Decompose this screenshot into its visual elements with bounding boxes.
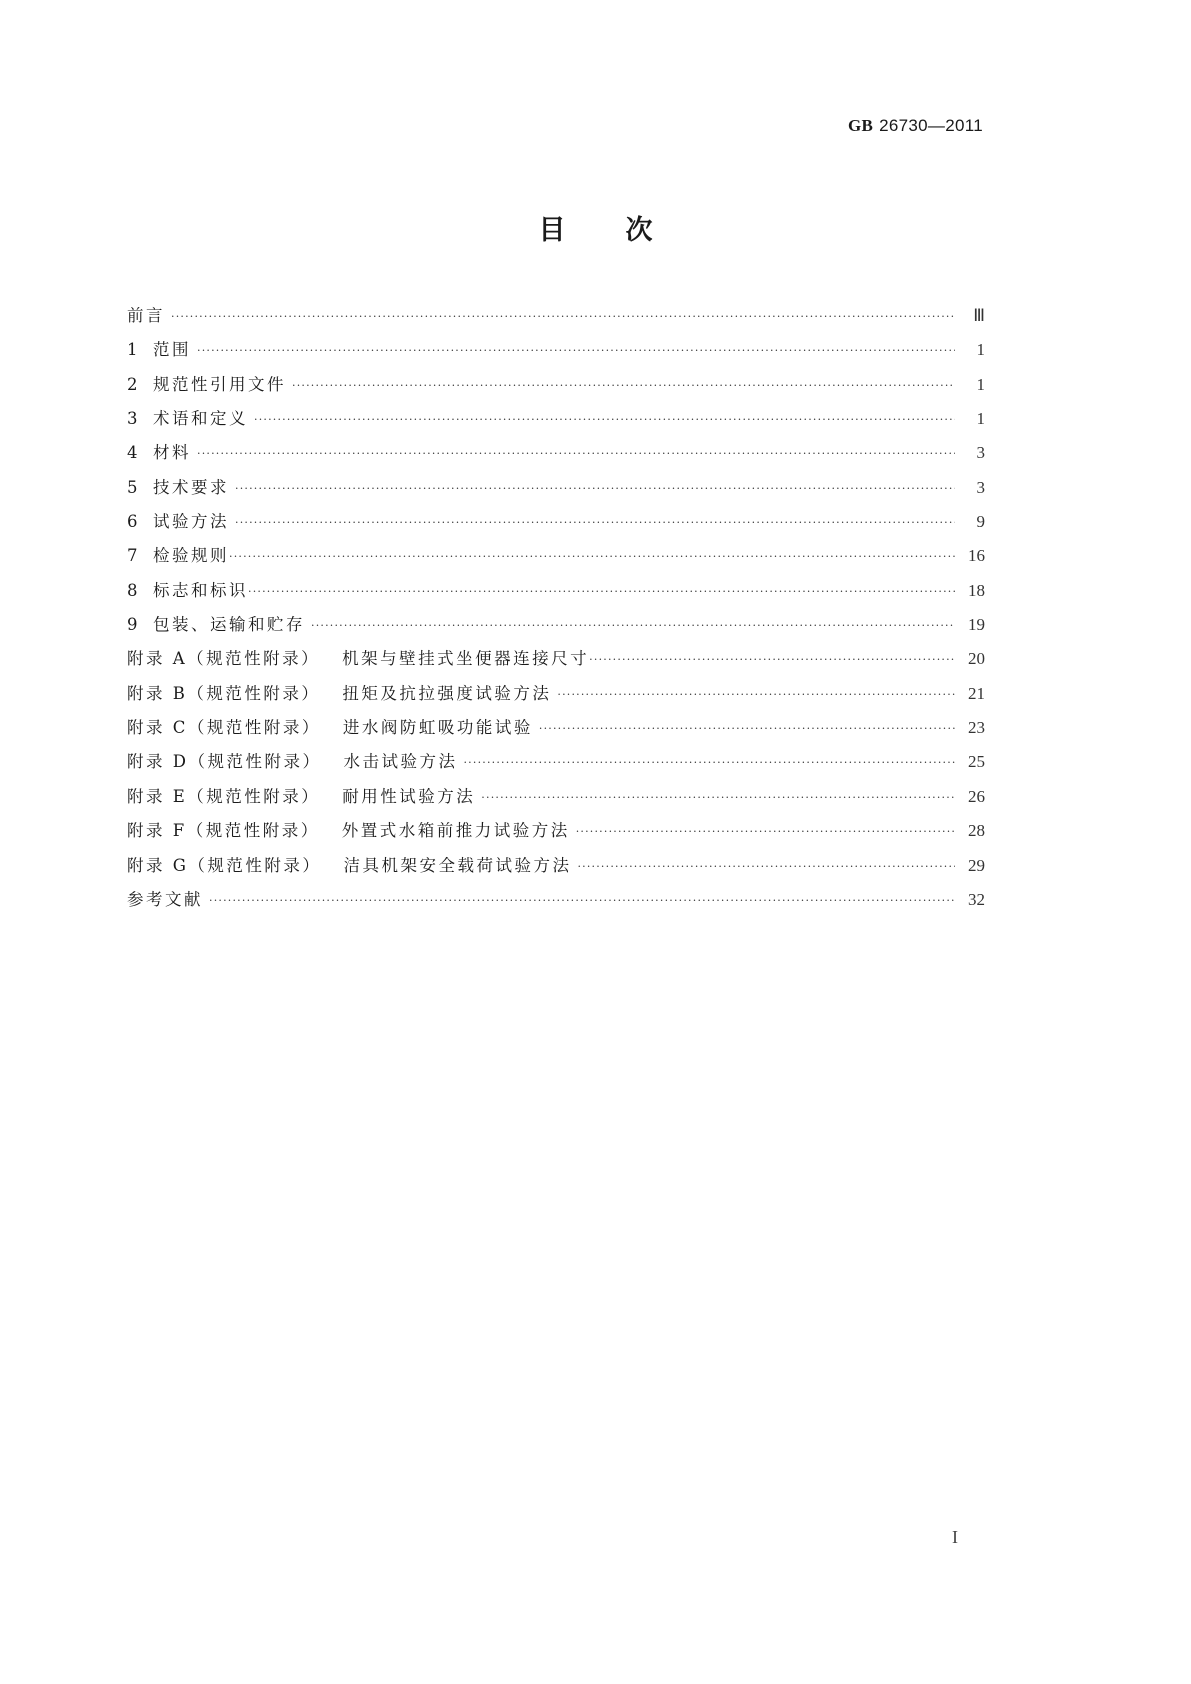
appendix-label: 扭矩及抗拉强度试验方法: [342, 683, 552, 703]
toc-entry-page: 1: [976, 374, 985, 394]
toc-entry-page: 20: [968, 649, 985, 669]
appendix-prefix: 附录 D（规范性附录）: [127, 752, 322, 772]
toc-appendix-c[interactable]: [127, 716, 985, 750]
title-char-1: 目: [538, 215, 566, 246]
toc-entry-label: 前言: [127, 306, 165, 325]
toc-entry-page: 25: [968, 752, 985, 772]
toc-entry-page: 28: [968, 821, 985, 841]
toc-entry-page: 3: [976, 443, 985, 463]
dot-leader: [539, 717, 955, 741]
title-char-2: 次: [625, 215, 653, 246]
toc-appendix-b[interactable]: [127, 682, 985, 716]
toc-entry-label: 技术要求: [153, 477, 229, 497]
dot-leader: [254, 408, 955, 432]
toc-entry-2[interactable]: [127, 373, 985, 407]
page-title: [0, 208, 1191, 247]
dot-leader: [235, 477, 955, 501]
appendix-prefix: 附录 G（规范性附录）: [127, 855, 322, 875]
toc-entry-label: 参考文献: [127, 889, 203, 909]
dot-leader: [197, 339, 955, 363]
toc-entry-number: 8: [127, 580, 138, 600]
dot-leader: [229, 545, 955, 569]
toc-entry-8[interactable]: [127, 579, 985, 613]
dot-leader: [589, 648, 955, 672]
toc-appendix-f[interactable]: [127, 819, 985, 853]
appendix-prefix: 附录 C（规范性附录）: [127, 718, 321, 738]
appendix-label: 机架与壁挂式坐便器连接尺寸: [342, 649, 590, 669]
toc-entry-page: 26: [968, 786, 985, 806]
toc-entry-9[interactable]: [127, 613, 985, 647]
toc-entry-1[interactable]: [127, 338, 985, 372]
dot-leader: [576, 820, 955, 844]
toc-entry-label: 试验方法: [153, 512, 229, 532]
toc-entry-number: 2: [127, 374, 138, 394]
dot-leader: [248, 580, 955, 604]
toc-entry-number: 9: [127, 615, 138, 635]
dot-leader: [171, 305, 955, 329]
appendix-prefix: 附录 E（规范性附录）: [127, 786, 321, 806]
toc-appendix-e[interactable]: [127, 785, 985, 819]
toc-entry-page: Ⅲ: [973, 306, 985, 325]
appendix-prefix: 附录 F（规范性附录）: [127, 821, 320, 841]
toc-entry-label: 范围: [153, 340, 191, 360]
standard-number: 26730—2011: [879, 116, 983, 135]
appendix-label: 水击试验方法: [343, 752, 458, 772]
toc-entry-label: 检验规则: [153, 546, 229, 566]
dot-leader: [292, 374, 955, 398]
dot-leader: [463, 751, 955, 775]
dot-leader: [577, 855, 955, 879]
page-number: I: [952, 1527, 958, 1547]
dot-leader: [235, 511, 955, 535]
toc-entry-number: 7: [127, 546, 138, 566]
toc-entry-references[interactable]: [127, 888, 985, 922]
toc-entry-page: 21: [968, 683, 985, 703]
toc-entry-page: 9: [976, 512, 985, 532]
toc-entry-page: 18: [968, 580, 985, 600]
appendix-prefix: 附录 A（规范性附录）: [127, 649, 321, 669]
toc-entry-number: 6: [127, 512, 138, 532]
toc-appendix-g[interactable]: [127, 854, 985, 888]
dot-leader: [481, 786, 955, 810]
toc-entry-number: 1: [127, 340, 138, 360]
toc-entry-page: 3: [976, 477, 985, 497]
toc-entry-3[interactable]: [127, 407, 985, 441]
toc-entry-page: 1: [976, 340, 985, 360]
toc-entry-label: 规范性引用文件: [153, 374, 286, 394]
toc-entry-page: 23: [968, 718, 985, 738]
toc-entry-7[interactable]: [127, 544, 985, 578]
toc-entry-page: 19: [968, 615, 985, 635]
toc-entry-page: 32: [968, 889, 985, 909]
appendix-label: 耐用性试验方法: [342, 786, 476, 806]
standard-code: [848, 116, 983, 136]
toc-entry-page: 29: [968, 855, 985, 875]
toc-entry-6[interactable]: [127, 510, 985, 544]
dot-leader: [557, 683, 955, 707]
appendix-label: 外置式水箱前推力试验方法: [341, 821, 570, 841]
toc-entry-page: 1: [976, 409, 985, 429]
toc-entry-5[interactable]: [127, 476, 985, 510]
table-of-contents: [127, 304, 985, 922]
standard-prefix: GB: [847, 116, 874, 135]
toc-appendix-d[interactable]: [127, 750, 985, 784]
dot-leader: [311, 614, 955, 638]
toc-entry-label: 术语和定义: [153, 409, 248, 429]
appendix-label: 进水阀防虹吸功能试验: [342, 718, 533, 738]
dot-leader: [209, 889, 955, 913]
toc-appendix-a[interactable]: [127, 647, 985, 681]
appendix-label: 洁具机架安全载荷试验方法: [343, 855, 572, 875]
toc-entry-label: 包装、运输和贮存: [153, 615, 305, 635]
toc-entry-page: 16: [968, 546, 985, 566]
dot-leader: [197, 442, 955, 466]
toc-entry-label: 材料: [153, 443, 191, 463]
toc-entry-4[interactable]: [127, 441, 985, 475]
toc-entry-number: 5: [127, 477, 138, 497]
toc-entry-foreword[interactable]: [127, 304, 985, 338]
toc-entry-label: 标志和标识: [153, 580, 248, 600]
appendix-prefix: 附录 B（规范性附录）: [127, 683, 321, 703]
toc-entry-number: 3: [127, 409, 138, 429]
toc-entry-number: 4: [127, 443, 138, 463]
